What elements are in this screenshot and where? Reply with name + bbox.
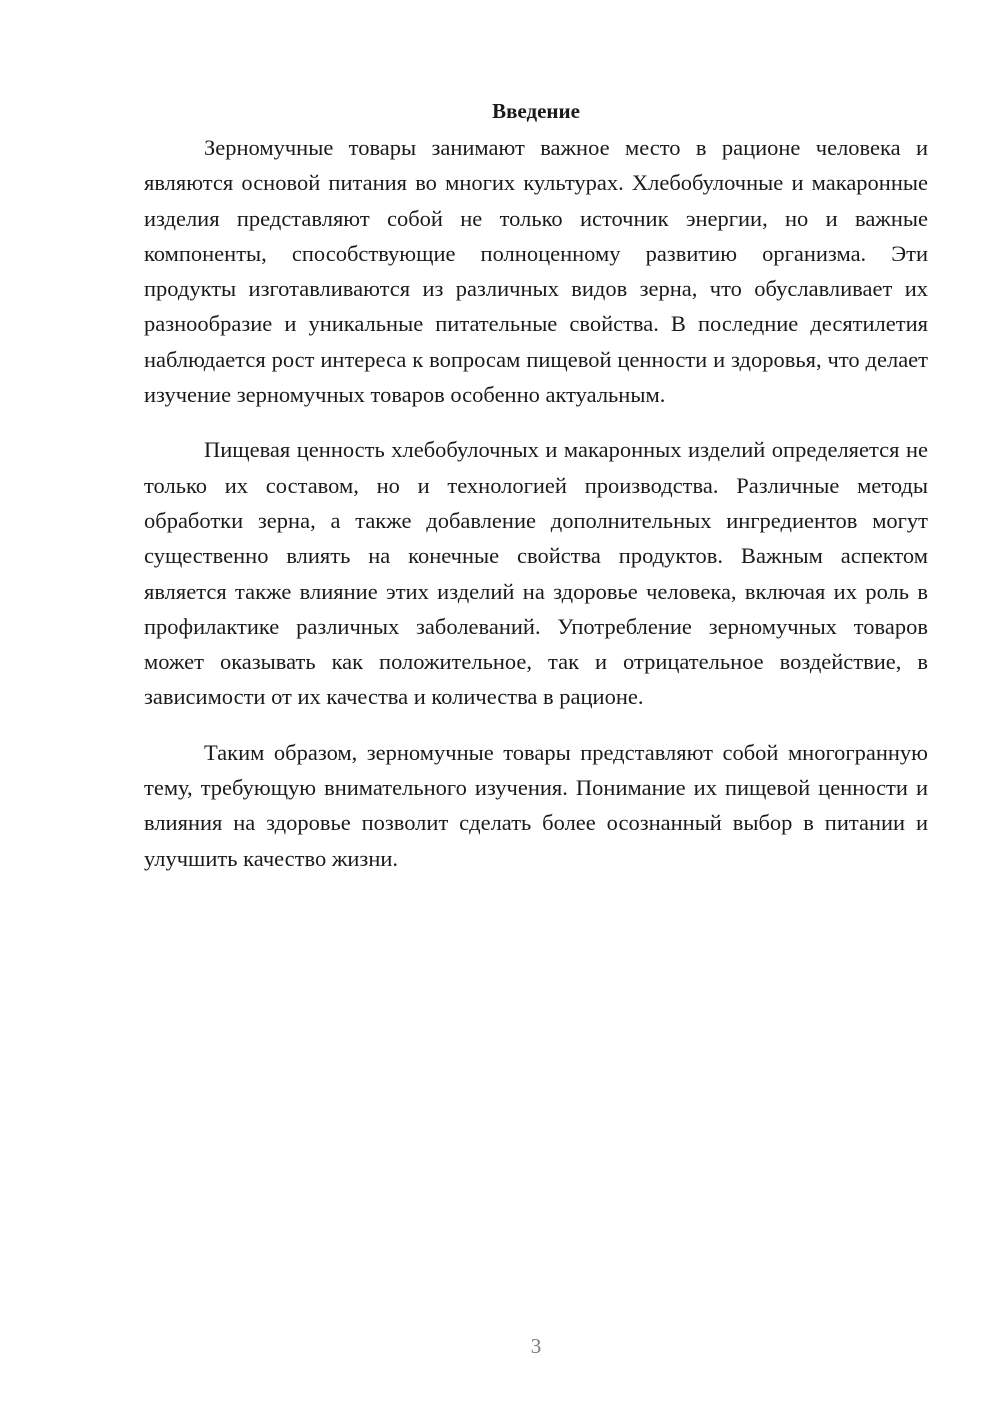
page-number: 3 [530,1334,542,1358]
paragraph-2: Пищевая ценность хлебобулочных и макаронных изделий определяется не только их составом, но и технологией производства. Различные методы обработки зерна, а также добавление дополнительных ингредиентов могут существенно влиять на конечные свойства продуктов. Важным аспектом является также влияние этих изделий на здоровье человека, включая их роль в профилактике различных заболеваний. Употребление зерномучных товаров может оказывать как положительное, так и отрицательное воздействие, в зависимости от их качества и количества в рационе. [144,437,928,710]
paragraph-3: Таким образом, зерномучные товары представляют собой многогранную тему, требующую внимательного изучения. Понимание их пищевой ценности и влияния на здоровье позволит сделать более осознанный выбор в питании и улучшить качество жизни. [144,739,928,871]
section-heading: Введение [492,99,580,123]
paragraph-1: Зерномучные товары занимают важное место в рационе человека и являются основой питания во многих культурах. Хлебобулочные и макаронные изделия представляют собой не только источник энергии, но и важные компоненты, способствующие полноценному развитию организма. Эти продукты изготавливаются из различных видов зерна, что обуславливает их разнообразие и уникальные питательные свойства. В последние десятилетия наблюдается рост интереса к вопросам пищевой ценности и здоровья, что делает изучение зерномучных товаров особенно актуальным. [144,135,928,408]
page-content [144,96,928,896]
